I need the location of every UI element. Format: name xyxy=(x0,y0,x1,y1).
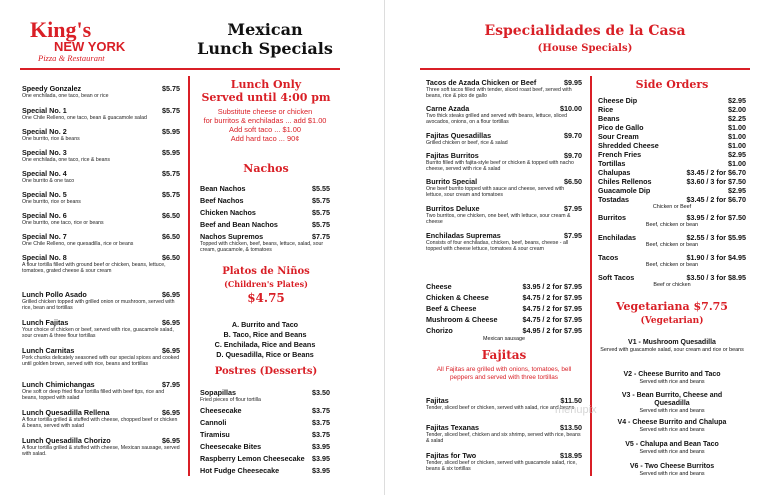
house-specials-title xyxy=(420,22,750,58)
item-name: Fajitas Texanas xyxy=(426,423,479,432)
item-desc: Beef or chicken xyxy=(653,282,691,288)
item-desc: One enchilada, one taco, bean or rice xyxy=(22,93,109,99)
logo-kings: King's xyxy=(30,17,92,42)
item-desc: Served with rice and beans xyxy=(639,427,705,433)
item-name: Special No. 8 xyxy=(22,253,67,262)
item-name: Sour Cream xyxy=(598,132,639,141)
item-price: $3.95 xyxy=(312,442,330,451)
item-price: $6.50 xyxy=(162,253,180,262)
item-desc: Chicken or Beef xyxy=(652,204,692,210)
nachos-heading: Nachos xyxy=(243,162,289,175)
item-name: Special No. 5 xyxy=(22,190,67,199)
item-price: $2.95 xyxy=(728,96,746,105)
note: Add hard taco ... 90¢ xyxy=(230,134,300,143)
item-name: V5 - Chalupa and Bean Taco xyxy=(625,441,719,448)
watermark: menupix xyxy=(555,404,597,416)
item-name: Special No. 1 xyxy=(22,106,67,115)
fajitas-note: All Fajitas are grilled with onions, tomatoes, bell peppers and served with three tortillas xyxy=(436,366,572,381)
item-name: Sopapillas xyxy=(200,388,236,397)
item-price: $6.95 xyxy=(162,408,180,417)
item-name: Guacamole Dip xyxy=(598,186,651,195)
item-price: $3.60 / 3 for $7.50 xyxy=(686,177,746,186)
item-price: $2.55 / 3 for $5.95 xyxy=(686,233,746,242)
item-price: $3.45 / 2 for $6.70 xyxy=(686,195,746,204)
item-name: Burrito Special xyxy=(426,177,478,186)
item-name: Chicken & Cheese xyxy=(426,293,489,302)
ninos-heading xyxy=(196,266,336,306)
menu-item xyxy=(200,418,330,427)
item-desc: One burrito & one taco xyxy=(22,178,75,184)
menu-item xyxy=(22,84,180,99)
menu-item xyxy=(22,346,180,367)
ninos-title: Platos de Niños xyxy=(222,266,310,277)
item-name: Lunch Quesadilla Chorizo xyxy=(22,436,111,445)
item-name: V3 - Bean Burrito, Cheese and Quesadilla xyxy=(621,392,723,407)
menu-item xyxy=(22,211,180,226)
veg-item xyxy=(598,338,746,353)
item-desc: One burrito, one taco, rice or beans xyxy=(22,220,104,226)
item-name: Cannoli xyxy=(200,418,227,427)
item-desc: A flour tortilla filled with ground beef or chicken, beans, lettuce, tomatoes, grated cheese & sour cream xyxy=(22,262,166,274)
vegetariana-heading xyxy=(598,300,746,328)
item-name: Chalupas xyxy=(598,168,631,177)
item-name: Fajitas xyxy=(426,396,449,405)
menu-item xyxy=(22,318,180,339)
item-price: $2.00 xyxy=(728,105,746,114)
title-left-line1: Mexican xyxy=(227,20,303,39)
combo-item xyxy=(426,293,582,302)
ninos-list xyxy=(200,320,330,360)
item-price: $5.95 xyxy=(162,127,180,136)
item-name: Chorizo xyxy=(426,326,453,335)
item-price: $4.75 / 2 for $7.95 xyxy=(522,293,582,302)
combo-item xyxy=(426,315,582,324)
ninos-price: $4.75 xyxy=(247,291,285,305)
item-name: Enchiladas xyxy=(598,233,636,242)
page-fold xyxy=(384,0,385,495)
item-name: Beef and Bean Nachos xyxy=(200,220,278,229)
item-name: Cheesecake xyxy=(200,406,242,415)
title-right-line1: Especialidades de la Casa xyxy=(484,23,686,39)
item-price: $2.95 xyxy=(728,150,746,159)
menu-item xyxy=(426,78,582,99)
item-price: $5.75 xyxy=(162,106,180,115)
item-price: $6.50 xyxy=(162,211,180,220)
item-name: Raspberry Lemon Cheesecake xyxy=(200,454,305,463)
item-desc: One Chile Relleno, one quesadilla, rice or beans xyxy=(22,241,134,247)
menu-item xyxy=(200,232,330,253)
item-name: V1 - Mushroom Quesadilla xyxy=(628,339,716,346)
item-name: Lunch Pollo Asado xyxy=(22,290,87,299)
item-price: $3.95 xyxy=(312,466,330,475)
item-price: $3.95 / 2 for $7.95 xyxy=(522,282,582,291)
ninos-item: C. Enchilada, Rice and Beans xyxy=(214,340,316,349)
menu-item xyxy=(22,127,180,142)
logo-new-york: NEW YORK xyxy=(54,39,126,54)
item-price: $7.95 xyxy=(564,204,582,213)
side-item xyxy=(598,213,746,228)
veg-item xyxy=(598,440,746,455)
menu-item xyxy=(22,253,180,274)
item-desc: Two burritos, one chicken, one beef, with lettuce, sour cream & cheese xyxy=(426,213,571,225)
veg-item xyxy=(598,418,746,433)
side-item xyxy=(598,114,746,123)
item-desc: Two thick steaks grilled and served with beans, lettuce, sliced avocados, onions, on a flour tortillas xyxy=(426,113,567,125)
item-desc: Three soft tacos filled with tender, sliced roast beef, served with beans, rice & pico de gallo xyxy=(426,87,572,99)
item-name: Tortillas xyxy=(598,159,626,168)
side-item xyxy=(598,123,746,132)
item-name: Speedy Gonzalez xyxy=(22,84,82,93)
menu-item xyxy=(200,208,330,217)
logo-subtitle: Pizza & Restaurant xyxy=(38,53,105,63)
item-name: Lunch Carnitas xyxy=(22,346,75,355)
item-price: $4.75 / 2 for $7.95 xyxy=(522,304,582,313)
menu-item xyxy=(426,131,582,146)
item-name: Fajitas for Two xyxy=(426,451,477,460)
menu-item xyxy=(200,184,330,193)
item-name: Special No. 7 xyxy=(22,232,67,241)
item-price: $9.95 xyxy=(564,78,582,87)
side-item xyxy=(598,177,746,186)
item-price: $9.70 xyxy=(564,131,582,140)
item-price: $4.95 / 2 for $7.95 xyxy=(522,326,582,335)
item-desc: Your choice of chicken or beef, served with rice, guacamole salad, sour cream & three flour tortillas xyxy=(22,327,174,339)
item-price: $4.75 / 2 for $7.95 xyxy=(522,315,582,324)
menu-item xyxy=(22,290,180,311)
item-desc: Pork chunks delicately seasoned with our special spices and cooked until golden brown, served with rice, beans and tortillas xyxy=(22,355,180,367)
item-price: $3.75 xyxy=(312,418,330,427)
item-name: Beef Nachos xyxy=(200,196,244,205)
item-name: Special No. 2 xyxy=(22,127,67,136)
item-desc: Served with rice and beans xyxy=(639,379,705,385)
header-divider-left xyxy=(20,68,340,70)
item-price: $6.50 xyxy=(564,177,582,186)
item-desc: A flour tortilla grilled & stuffed with cheese, Mexican sausage, served with salad. xyxy=(22,445,180,457)
menu-item xyxy=(200,220,330,229)
item-name: V4 - Cheese Burrito and Chalupa xyxy=(617,419,727,426)
note: Substitute cheese or chicken xyxy=(217,107,313,116)
lunch-only-heading xyxy=(196,78,336,104)
item-name: Tiramisu xyxy=(200,430,230,439)
item-name: Cheese Dip xyxy=(598,96,638,105)
item-desc: One Chile Relleno, one taco, bean & guacamole salad xyxy=(22,115,147,121)
ninos-item: B. Taco, Rice and Beans xyxy=(223,330,307,339)
menu-item xyxy=(22,380,180,401)
side-item xyxy=(598,141,746,150)
item-name: Burritos xyxy=(598,213,626,222)
side-item xyxy=(598,273,746,288)
item-price: $13.50 xyxy=(560,423,582,432)
combo-note: Mexican sausage xyxy=(483,336,525,342)
item-name: Fajitas Burritos xyxy=(426,151,479,160)
item-name: Beef & Cheese xyxy=(426,304,477,313)
item-desc: Grilled chicken topped with grilled onion or mushroom, served with rice, bean and tortillas xyxy=(22,299,175,311)
side-item xyxy=(598,159,746,168)
column-divider-right xyxy=(590,76,592,476)
item-name: Cheese xyxy=(426,282,452,291)
menu-item xyxy=(426,104,582,125)
title-left-line2: Lunch Specials xyxy=(197,39,333,58)
item-price: $7.95 xyxy=(162,380,180,389)
item-price: $2.25 xyxy=(728,114,746,123)
item-desc: Beef, chicken or bean xyxy=(645,242,699,248)
item-desc: One burrito, rice & beans xyxy=(22,136,80,142)
menu-item xyxy=(22,148,180,163)
item-name: Enchiladas Supremas xyxy=(426,231,501,240)
item-desc: One enchilada, one taco, rice & beans xyxy=(22,157,110,163)
menu-item xyxy=(426,204,582,225)
side-item xyxy=(598,96,746,105)
item-name: Nachos Supremos xyxy=(200,232,264,241)
item-name: Special No. 6 xyxy=(22,211,67,220)
ninos-item: D. Quesadilla, Rice or Beans xyxy=(216,350,314,359)
item-desc: Tender, sliced beef or chicken, served with salad, rice and beans xyxy=(426,405,575,411)
ninos-subtitle: (Children's Plates) xyxy=(224,279,308,289)
menu-item xyxy=(22,408,180,429)
postres-heading: Postres (Desserts) xyxy=(214,366,318,377)
menu-item xyxy=(200,466,330,475)
item-desc: Tender, sliced beef or chicken, served with guacamole salad, rice, beans & six tortillas xyxy=(426,460,577,472)
combo-item xyxy=(426,326,582,335)
ninos-item: A. Burrito and Taco xyxy=(231,320,299,329)
item-price: $10.00 xyxy=(560,104,582,113)
lunch-only-line2: Served until 4:00 pm xyxy=(201,91,331,104)
item-price: $2.95 xyxy=(728,186,746,195)
item-price: $5.55 xyxy=(312,184,330,193)
menu-item xyxy=(22,232,180,247)
item-price: $5.75 xyxy=(162,190,180,199)
item-price: $9.70 xyxy=(564,151,582,160)
item-desc: Tender, sliced beef, chicken and six shrimp, served with rice, beans & salad xyxy=(426,432,581,444)
title-right-line2: (House Specials) xyxy=(537,43,633,54)
item-desc: Served with rice and beans xyxy=(639,408,705,414)
item-desc: A flour tortilla grilled & stuffed with cheese, chopped beef or chicken & beans, served with salad xyxy=(22,417,178,429)
side-item xyxy=(598,233,746,248)
item-name: Fajitas Quesadillas xyxy=(426,131,492,140)
fajitas-heading: Fajitas xyxy=(481,348,527,362)
item-price: $5.75 xyxy=(162,84,180,93)
veg-item xyxy=(598,392,746,414)
menu-item xyxy=(200,430,330,439)
item-price: $3.50 xyxy=(312,388,330,397)
side-item xyxy=(598,105,746,114)
menu-item xyxy=(22,106,180,121)
item-name: Tacos xyxy=(598,253,619,262)
item-price: $7.75 xyxy=(312,232,330,241)
combo-item xyxy=(426,304,582,313)
menu-item xyxy=(426,231,582,252)
item-name: Burritos Deluxe xyxy=(426,204,480,213)
item-name: Carne Azada xyxy=(426,104,470,113)
item-price: $3.95 / 2 for $7.50 xyxy=(686,213,746,222)
item-price: $5.75 xyxy=(312,220,330,229)
side-item xyxy=(598,132,746,141)
item-price: $1.00 xyxy=(728,123,746,132)
column-divider-left xyxy=(188,76,190,476)
lunch-only-notes xyxy=(200,107,330,143)
item-price: $5.75 xyxy=(162,169,180,178)
menu-item xyxy=(22,169,180,184)
menu-item xyxy=(22,190,180,205)
side-item xyxy=(598,168,746,177)
side-item xyxy=(598,253,746,268)
item-desc: Fried pieces of flour tortilla xyxy=(200,397,261,403)
menu-item xyxy=(200,454,330,463)
item-desc: Served with rice and beans xyxy=(639,449,705,455)
item-name: Hot Fudge Cheesecake xyxy=(200,466,280,475)
menu-item xyxy=(200,196,330,205)
item-price: $5.75 xyxy=(312,208,330,217)
lunch-specials-title xyxy=(190,20,340,58)
item-name: V2 - Cheese Burrito and Taco xyxy=(623,371,721,378)
item-name: V6 - Two Cheese Burritos xyxy=(629,463,715,470)
item-name: Special No. 3 xyxy=(22,148,67,157)
item-name: French Fries xyxy=(598,150,642,159)
item-name: Shredded Cheese xyxy=(598,141,659,150)
item-price: $3.75 xyxy=(312,406,330,415)
side-item xyxy=(598,195,746,210)
item-name: Tacos de Azada Chicken or Beef xyxy=(426,78,537,87)
item-name: Tostadas xyxy=(598,195,630,204)
combo-item xyxy=(426,282,582,291)
item-name: Pico de Gallo xyxy=(598,123,644,132)
item-desc: Grilled chicken or beef, rice & salad xyxy=(426,140,508,146)
item-price: $7.95 xyxy=(564,231,582,240)
item-name: Beans xyxy=(598,114,620,123)
item-name: Lunch Quesadilla Rellena xyxy=(22,408,110,417)
item-price: $1.00 xyxy=(728,159,746,168)
item-price: $3.50 / 3 for $8.95 xyxy=(686,273,746,282)
menu-item xyxy=(426,177,582,198)
note: for burritos & enchiladas ... add $1.00 xyxy=(203,116,327,125)
veg-item xyxy=(598,462,746,477)
item-price: $3.95 xyxy=(312,454,330,463)
item-desc: Burrito filled with fajita-style beef or chicken & topped with nacho cheese, served with rice & salad xyxy=(426,160,574,172)
item-desc: One beef burrito topped with sauce and cheese, served with lettuce, sour cream and tomatoes xyxy=(426,186,565,198)
item-price: $1.90 / 3 for $4.95 xyxy=(686,253,746,262)
item-desc: Consists of four enchiladas, chicken, beef, beans, cheese - all topped with cheese lettuce, tomatoes & sour cream xyxy=(426,240,569,252)
item-name: Cheesecake Bites xyxy=(200,442,262,451)
header-divider-right xyxy=(420,68,750,70)
item-name: Lunch Fajitas xyxy=(22,318,69,327)
item-price: $11.50 xyxy=(560,396,582,405)
side-item xyxy=(598,150,746,159)
item-price: $6.50 xyxy=(162,232,180,241)
side-item xyxy=(598,186,746,195)
item-name: Special No. 4 xyxy=(22,169,67,178)
menu-item xyxy=(200,388,330,403)
side-orders-heading: Side Orders xyxy=(635,78,709,91)
menu-item xyxy=(200,406,330,415)
vegetariana-subtitle: (Vegetarian) xyxy=(640,316,704,326)
item-desc: One burrito, rice or beans xyxy=(22,199,81,205)
note: Add soft taco ... $1.00 xyxy=(229,125,301,134)
item-name: Bean Nachos xyxy=(200,184,246,193)
menu-item xyxy=(426,151,582,172)
item-price: $6.95 xyxy=(162,318,180,327)
item-price: $5.75 xyxy=(312,196,330,205)
vegetariana-title: Vegetariana $7.75 xyxy=(616,300,728,313)
item-name: Soft Tacos xyxy=(598,273,635,282)
item-price: $3.75 xyxy=(312,430,330,439)
item-name: Chiles Rellenos xyxy=(598,177,652,186)
restaurant-logo xyxy=(30,17,140,63)
lunch-only-line1: Lunch Only xyxy=(230,78,302,91)
item-name: Rice xyxy=(598,105,614,114)
menu-item xyxy=(426,451,582,472)
item-price: $18.95 xyxy=(560,451,582,460)
item-price: $3.45 / 2 for $6.70 xyxy=(686,168,746,177)
item-price: $5.95 xyxy=(162,148,180,157)
item-price: $1.00 xyxy=(728,132,746,141)
item-desc: Served with rice and beans xyxy=(639,471,705,477)
item-price: $6.95 xyxy=(162,346,180,355)
item-desc: Beef, chicken or bean xyxy=(645,222,699,228)
menu-item xyxy=(200,442,330,451)
item-desc: Beef, chicken or bean xyxy=(645,262,699,268)
item-name: Chicken Nachos xyxy=(200,208,256,217)
item-name: Mushroom & Cheese xyxy=(426,315,498,324)
item-desc: Served with guacamole salad, sour cream and rice or beans xyxy=(600,347,744,353)
menu-item xyxy=(426,423,582,444)
menu-item xyxy=(22,436,180,457)
item-price: $6.95 xyxy=(162,290,180,299)
item-desc: Topped with chicken, beef, beans, lettuce, salad, sour cream, guacamole, & tomatoes xyxy=(200,241,324,253)
item-price: $6.95 xyxy=(162,436,180,445)
veg-item xyxy=(598,370,746,385)
item-desc: One soft or deep fried flour tortilla filled with beef tips, rice and beans, topped with salad xyxy=(22,389,165,401)
item-name: Lunch Chimichangas xyxy=(22,380,95,389)
item-price: $1.00 xyxy=(728,141,746,150)
